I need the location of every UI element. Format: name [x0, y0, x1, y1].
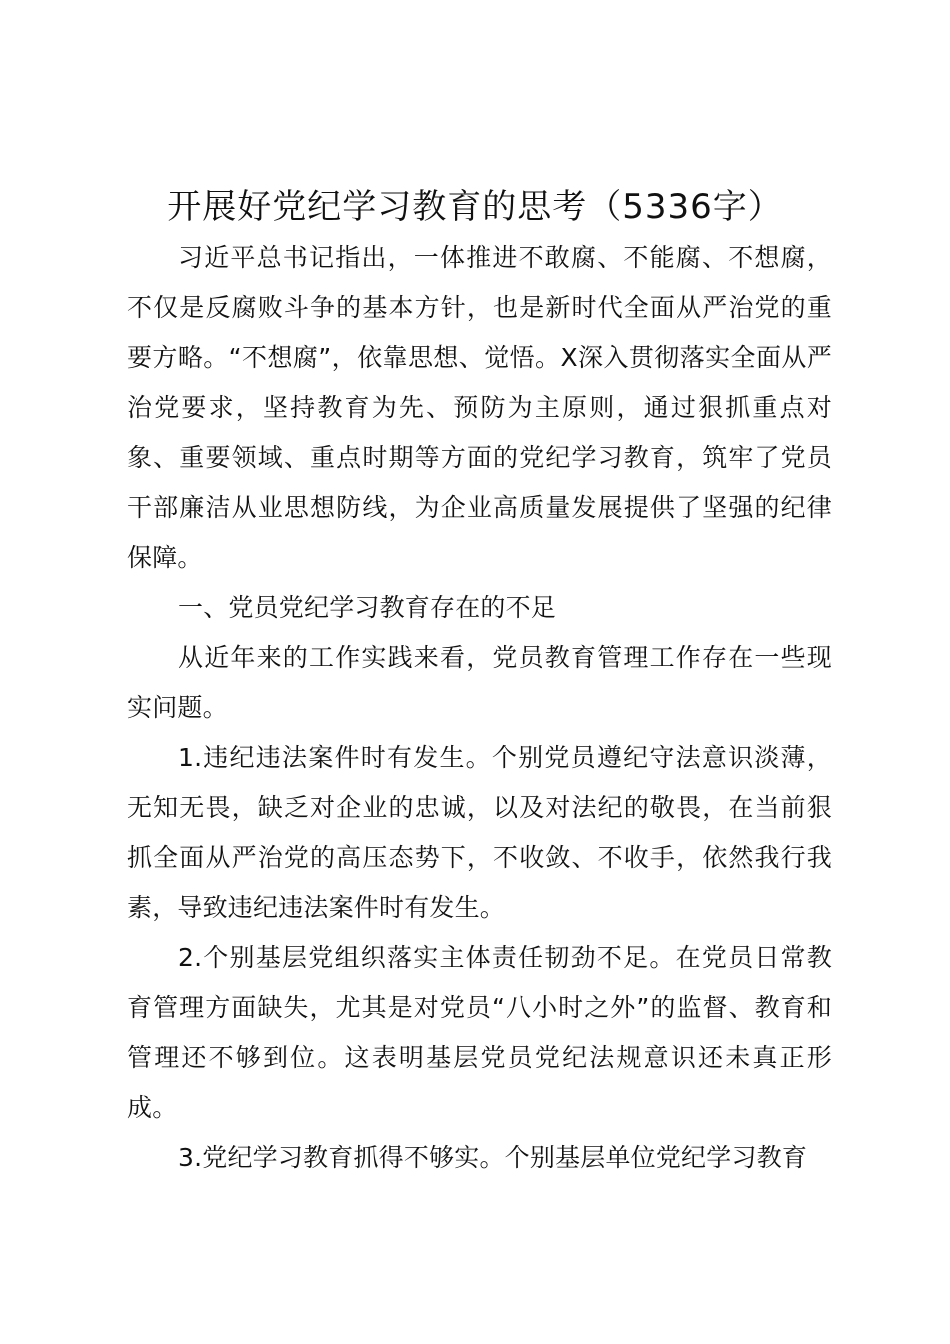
paragraph-intro: 习近平总书记指出，一体推进不敢腐、不能腐、不想腐，不仅是反腐败斗争的基本方针，也是新时代全面从严治党的重要方略。“不想腐”，依靠思想、觉悟。X深入贯彻落实全面从严治党要求，坚持教育为先、预防为主原则，通过狠抓重点对象、重要领域、重点时期等方面的党纪学习教育，筑牢了党员干部廉洁从业思想防线，为企业高质量发展提供了坚强的纪律保障。 [127, 243, 832, 572]
section-heading-1: 一、党员党纪学习教育存在的不足 [178, 593, 557, 622]
paragraph-point-3: 3.党纪学习教育抓得不够实。个别基层单位党纪学习教育 [178, 1143, 808, 1172]
paragraph-section-1-lead: 从近年来的工作实践来看，党员教育管理工作存在一些现实问题。 [127, 643, 832, 722]
paragraph-point-2: 2.个别基层党组织落实主体责任韧劲不足。在党员日常教育管理方面缺失，尤其是对党员“八小时之外”的监督、教育和管理还不够到位。这表明基层党员党纪法规意识还未真正形成。 [127, 943, 832, 1122]
document-body [127, 233, 832, 1183]
document-title: 开展好党纪学习教育的思考（5336字） [167, 187, 783, 227]
paragraph-point-1: 1.违纪违法案件时有发生。个别党员遵纪守法意识淡薄，无知无畏，缺乏对企业的忠诚，以及对法纪的敬畏，在当前狠抓全面从严治党的高压态势下，不收敛、不收手，依然我行我素，导致违纪违法案件时有发生。 [127, 743, 832, 922]
